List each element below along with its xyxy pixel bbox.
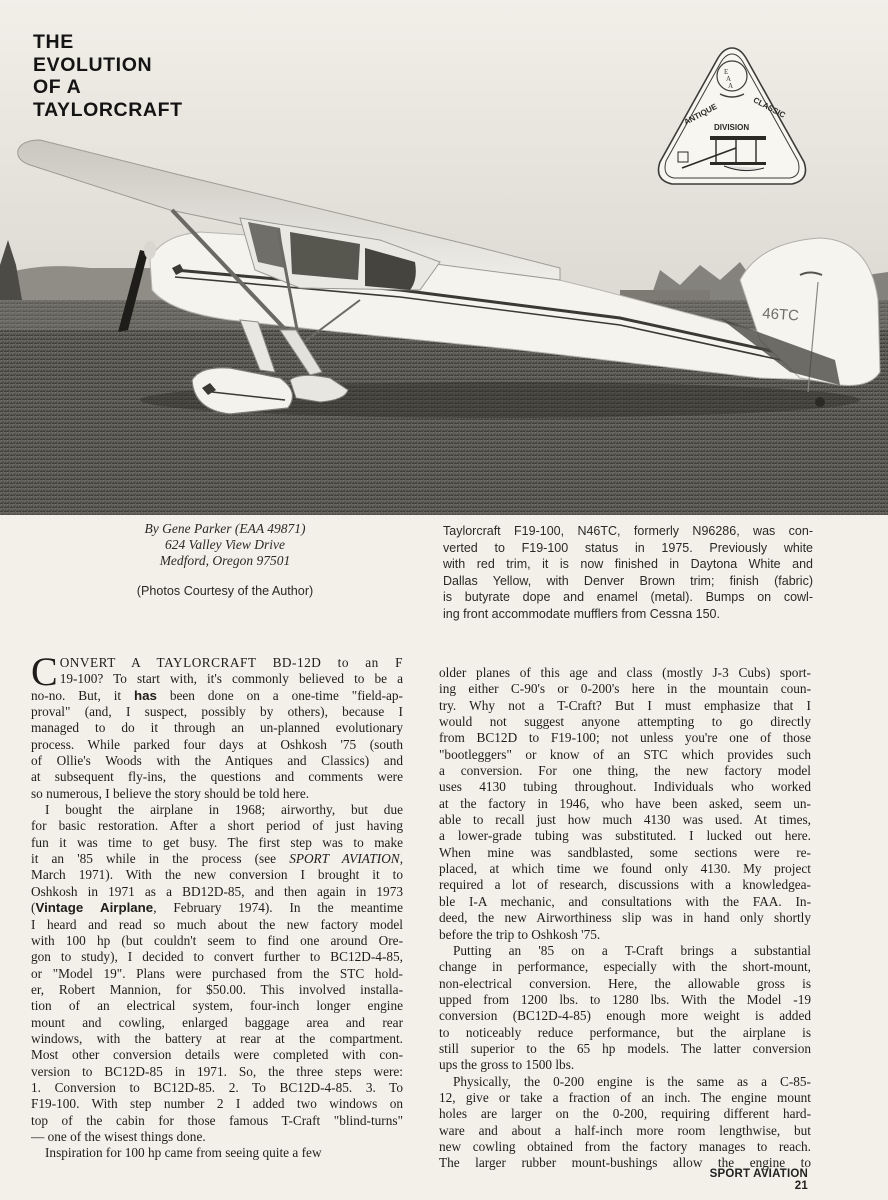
text-line: F19-100. With step number 2 I added two windows on bbox=[31, 1096, 403, 1112]
photo-credit: (Photos Courtesy of the Author) bbox=[136, 584, 314, 598]
text-line: Oshkosh in 1971 as a BD12D-85, and then again in 1973 bbox=[31, 883, 403, 899]
text-line: version to BC12D-85 in 1971. So, the three steps were: bbox=[31, 1063, 403, 1079]
text-line: gon to study), I decided to convert further to BC12D-4-85, bbox=[31, 949, 403, 965]
text-line: Putting an '85 on a T-Craft brings a substantial bbox=[453, 942, 811, 958]
lead-caps: ONVERT A TAYLORCRAFT BD-12D to an F bbox=[59, 655, 403, 670]
text-line: or "Model 19". Plans were purchased from the STC hold- bbox=[31, 965, 403, 981]
text-line: new cowling obtained from the factory manages to reach. bbox=[439, 1138, 811, 1154]
photo-caption bbox=[443, 523, 813, 623]
byline bbox=[100, 521, 350, 569]
text-line: Inspiration for 100 hp came from seeing quite a few bbox=[45, 1145, 322, 1161]
article-title bbox=[33, 31, 183, 121]
title-line: OF A bbox=[33, 76, 82, 98]
author-city: Medford, Oregon 97501 bbox=[159, 553, 291, 568]
text-line: no-no. But, it has been done on a one-time "field-ap- bbox=[31, 687, 403, 703]
text-line: I heard and read so much about the new factory model bbox=[31, 916, 403, 932]
author-address: 624 Valley View Drive bbox=[164, 537, 286, 552]
text-line: a conversion. For one thing, the new factory model bbox=[439, 763, 811, 779]
text-line: required a lot of research, discussions with a knowledgea- bbox=[439, 877, 811, 893]
text-line: non-electrical conversion. Here, the allowable gross is bbox=[439, 975, 811, 991]
body-column-left bbox=[31, 649, 404, 1162]
svg-text:E: E bbox=[724, 68, 729, 76]
text-line: upped from 1200 lbs. to 1280 lbs. With the Model -19 bbox=[439, 991, 811, 1007]
text-line: proval" (and, I suspect, possibly by others), because I bbox=[31, 704, 403, 720]
text-line: "bootleggers" or know of an STC which provides such bbox=[439, 746, 811, 762]
drop-cap: C bbox=[31, 649, 58, 694]
text-line: holes are larger on the 0-200, requiring different hard- bbox=[439, 1106, 811, 1122]
emblem-division-text: DIVISION bbox=[714, 123, 750, 132]
text-line: placed, at which time we found only 4130. My project bbox=[439, 861, 811, 877]
text-line: fun it was time to get busy. The first step was to make bbox=[31, 834, 403, 850]
text-line: of Ollie's Woods with the Antiques and Classics) and bbox=[31, 753, 403, 769]
text-line: windows, with the battery at rear at the compartment. bbox=[31, 1030, 403, 1046]
text-line: able to recall just how much 4130 was used. At times, bbox=[439, 812, 811, 828]
title-line: EVOLUTION bbox=[33, 53, 153, 76]
left-column-lines bbox=[31, 671, 403, 1161]
title-line: TAYLORCRAFT bbox=[33, 98, 183, 121]
caption-line: with red trim, it is now finished in Daytona White and bbox=[443, 557, 813, 572]
text-line: ing either C-90's or 0-200's here in the mountain coun- bbox=[439, 681, 811, 697]
text-line: The larger rubber mount-bushings allow the engine to bbox=[439, 1155, 811, 1171]
emblem-classic-text: CLASSIC bbox=[751, 95, 787, 120]
svg-text:A: A bbox=[726, 75, 732, 83]
bold-emphasis: has bbox=[134, 687, 157, 703]
text-line: to noticeably reduce performance, but the airplane is bbox=[439, 1024, 811, 1040]
text-line: a lower-grade tubing was substituted. I lucked out here. bbox=[439, 828, 811, 844]
text-line: it an '85 while in the process (see SPORT AVIATION, bbox=[31, 851, 404, 867]
antique-classic-division-emblem bbox=[652, 44, 812, 192]
text-line: (Vintage Airplane, February 1974). In the meantime bbox=[31, 900, 404, 916]
text-line: March 1971). With the new conversion I brought it to bbox=[31, 867, 403, 883]
caption-line: verted to F19-100 status in 1975. Previously white bbox=[443, 540, 813, 555]
text-line: older planes of this age and class (mostly J-3 Cubs) sport- bbox=[439, 665, 811, 680]
text-line: for basic restoration. After a short period of just having bbox=[31, 818, 403, 834]
bold-emphasis: Vintage Airplane bbox=[35, 900, 154, 916]
text-line: from BC12D to F19-100; not unless you're one of those bbox=[439, 730, 811, 746]
text-line: er, Robert Mannion, for $50.00. This involved installa- bbox=[31, 981, 403, 997]
text-line: ble I-A mechanic, and consultations with the FAA. In- bbox=[439, 893, 811, 909]
text-line: change in performance, especially with the short-mount, bbox=[439, 959, 811, 975]
body-column-right bbox=[439, 665, 811, 1172]
author-name: By Gene Parker (EAA 49871) bbox=[144, 521, 306, 536]
text-line: at subsequent fly-ins, the questions and comments were bbox=[31, 769, 403, 785]
text-line: deed, the new Airworthiness slip was in hand only shortly bbox=[439, 910, 811, 926]
text-line: before the trip to Oshkosh '75. bbox=[439, 926, 601, 942]
text-line: uses 4130 tubing throughout. Individuals who worked bbox=[439, 779, 811, 795]
text-line: 1. Conversion to BC12D-85. 2. To BC12D-4-85. 3. To bbox=[31, 1079, 403, 1095]
text-line: process. While parked four days at Oshkosh '75 (south bbox=[31, 736, 403, 752]
right-column-lines bbox=[439, 665, 811, 1172]
text-line: would not suggest anyone attempting to go directly bbox=[439, 714, 811, 730]
caption-line: ing front accommodate mufflers from Cessna 150. bbox=[443, 606, 720, 621]
text-line: 12, give or take a fraction of an inch. The engine mount bbox=[439, 1089, 811, 1105]
text-line: — one of the wisest things done. bbox=[31, 1128, 206, 1144]
title-line: THE bbox=[33, 31, 74, 53]
text-line: ups the gross to 1500 lbs. bbox=[439, 1057, 575, 1073]
text-line: tion of an electrical system, four-inch longer engine bbox=[31, 998, 403, 1014]
text-line: Most other conversion details were completed with con- bbox=[31, 1047, 403, 1063]
page-folio: SPORT AVIATION 21 bbox=[709, 1168, 808, 1192]
text-line: 19-100? To start with, it's commonly believed to be a bbox=[59, 671, 403, 687]
text-line: with 100 hp (but couldn't seem to find one around Ore- bbox=[31, 932, 403, 948]
text-line: conversion (BC12D-4-85) enough more weight is added bbox=[439, 1008, 811, 1024]
text-line: top of the cabin for those famous T-Craft "blind-turns" bbox=[31, 1112, 403, 1128]
emblem-antique-text: ANTIQUE bbox=[682, 101, 719, 127]
text-line: at the factory in 1946, who have been asked, seem un- bbox=[439, 795, 811, 811]
text-line: Physically, the 0-200 engine is the same as a C-85- bbox=[453, 1073, 811, 1089]
text-line: I bought the airplane in 1968; airworthy, but due bbox=[45, 802, 403, 818]
text-line: When mine was sandblasted, some sections were re- bbox=[439, 844, 811, 860]
text-line: mount and cowling, enlarged baggage area and rear bbox=[31, 1014, 403, 1030]
tail-registration: 46TC bbox=[761, 305, 800, 325]
svg-text:A: A bbox=[728, 82, 734, 90]
text-line: ware and about a half-inch more room lengthwise, but bbox=[439, 1122, 811, 1138]
caption-line: is butyrate dope and enamel (metal). Bumps on cowl- bbox=[443, 590, 813, 605]
text-line: still superior to the 65 hp models. The latter conversion bbox=[439, 1040, 811, 1056]
text-line: managed to do it through an un-planned evolutionary bbox=[31, 720, 403, 736]
text-line: so numerous, I believe the story should be told here. bbox=[31, 785, 310, 801]
italic-title: SPORT AVIATION bbox=[289, 851, 400, 867]
caption-line: Dallas Yellow, with Denver Brown trim; finish (fabric) bbox=[443, 573, 813, 588]
caption-line: Taylorcraft F19-100, N46TC, formerly N96286, was con- bbox=[443, 524, 813, 538]
text-line: try. Why not a T-Craft? But I must emphasize that I bbox=[439, 697, 811, 713]
